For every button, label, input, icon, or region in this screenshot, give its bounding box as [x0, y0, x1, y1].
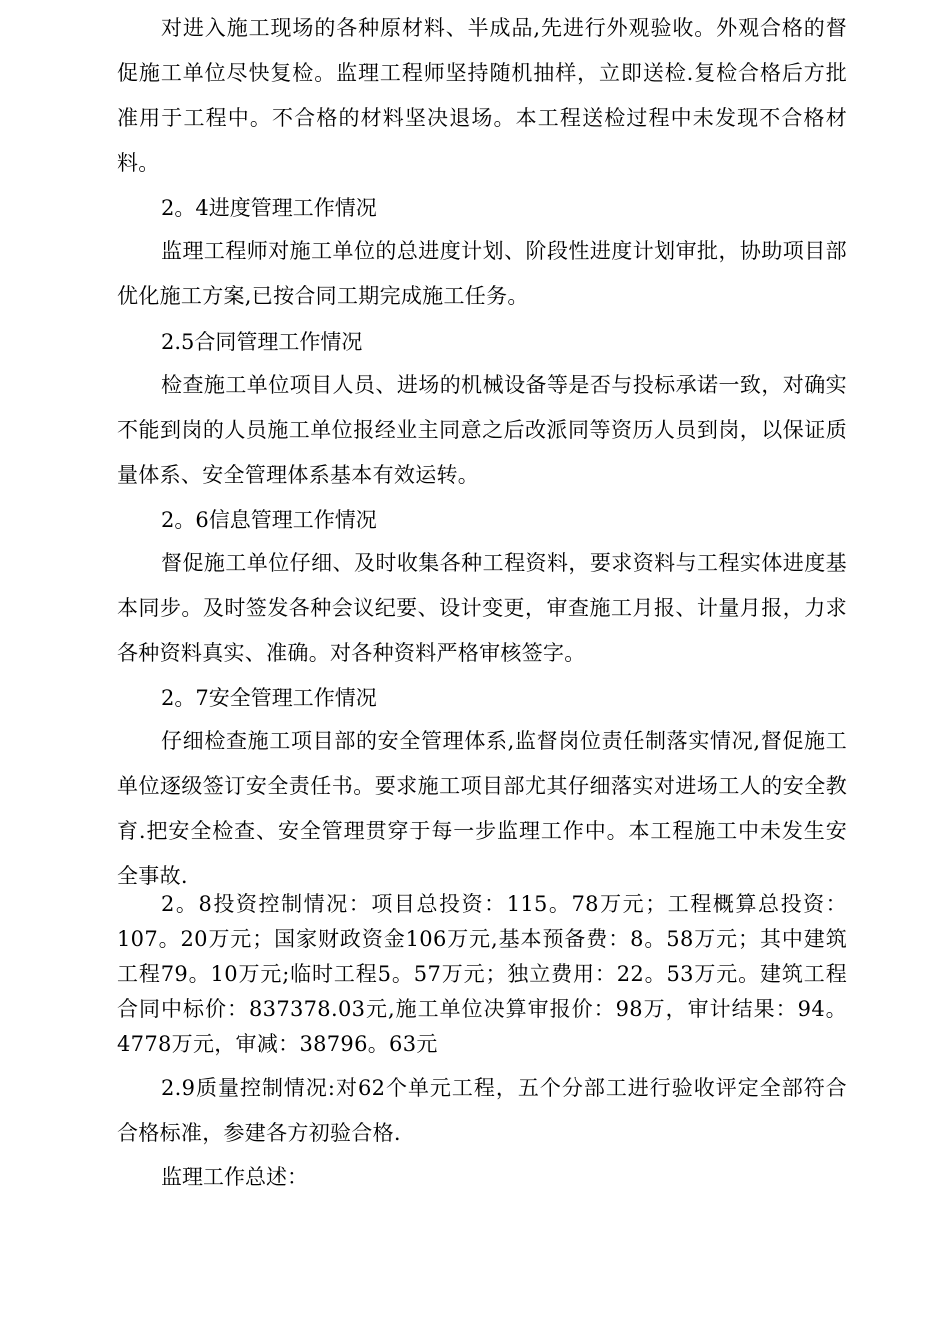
section-heading-2-7: 2。7安全管理工作情况	[161, 686, 377, 710]
paragraph-quality-control: 2.9质量控制情况:对62个单元工程，五个分部工进行验收评定全部符合合格标准，参建各方初验合格.	[117, 1076, 847, 1145]
section-heading-2-4: 2。4进度管理工作情况	[161, 196, 377, 220]
paragraph-information-management: 督促施工单位仔细、及时收集各种工程资料，要求资料与工程实体进度基本同步。及时签发各种会议纪要、设计变更，审查施工月报、计量月报，力求各种资料真实、准确。对各种资料严格审核签字。	[117, 551, 847, 665]
paragraph-contract-management: 检查施工单位项目人员、进场的机械设备等是否与投标承诺一致，对确实不能到岗的人员施工单位报经业主同意之后改派同等资历人员到岗，以保证质量体系、安全管理体系基本有效运转。	[117, 373, 847, 487]
section-heading-2-6: 2。6信息管理工作情况	[161, 508, 377, 532]
paragraph-progress-management: 监理工程师对施工单位的总进度计划、阶段性进度计划审批，协助项目部优化施工方案,已按合同工期完成施工任务。	[117, 239, 847, 308]
paragraph-investment-control: 2。8投资控制情况：项目总投资：115。78万元；工程概算总投资：107。20万元；国家财政资金106万元,基本预备费：8。58万元；其中建筑工程79。10万元;临时工程5。57万元；独立费用：22。53万元。建筑工程合同中标价：837378.03元,施工单位决算审报价：98万，审计结果：94。4778万元，审减：38796。63元	[117, 892, 847, 1056]
section-heading-2-5: 2.5合同管理工作情况	[161, 330, 363, 354]
paragraph-safety-management: 仔细检查施工项目部的安全管理体系,监督岗位责任制落实情况,督促施工单位逐级签订安全责任书。要求施工项目部尤其仔细落实对进场工人的安全教育.把安全检查、安全管理贯穿于每一步监理工作中。本工程施工中未发生安全事故.	[117, 729, 847, 888]
section-heading-supervision-summary: 监理工作总述：	[161, 1165, 308, 1189]
paragraph-materials-inspection: 对进入施工现场的各种原材料、半成品,先进行外观验收。外观合格的督促施工单位尽快复检。监理工程师坚持随机抽样，立即送检.复检合格后方批准用于工程中。不合格的材料坚决退场。本工程送检过程中未发现不合格材料。	[117, 16, 847, 175]
